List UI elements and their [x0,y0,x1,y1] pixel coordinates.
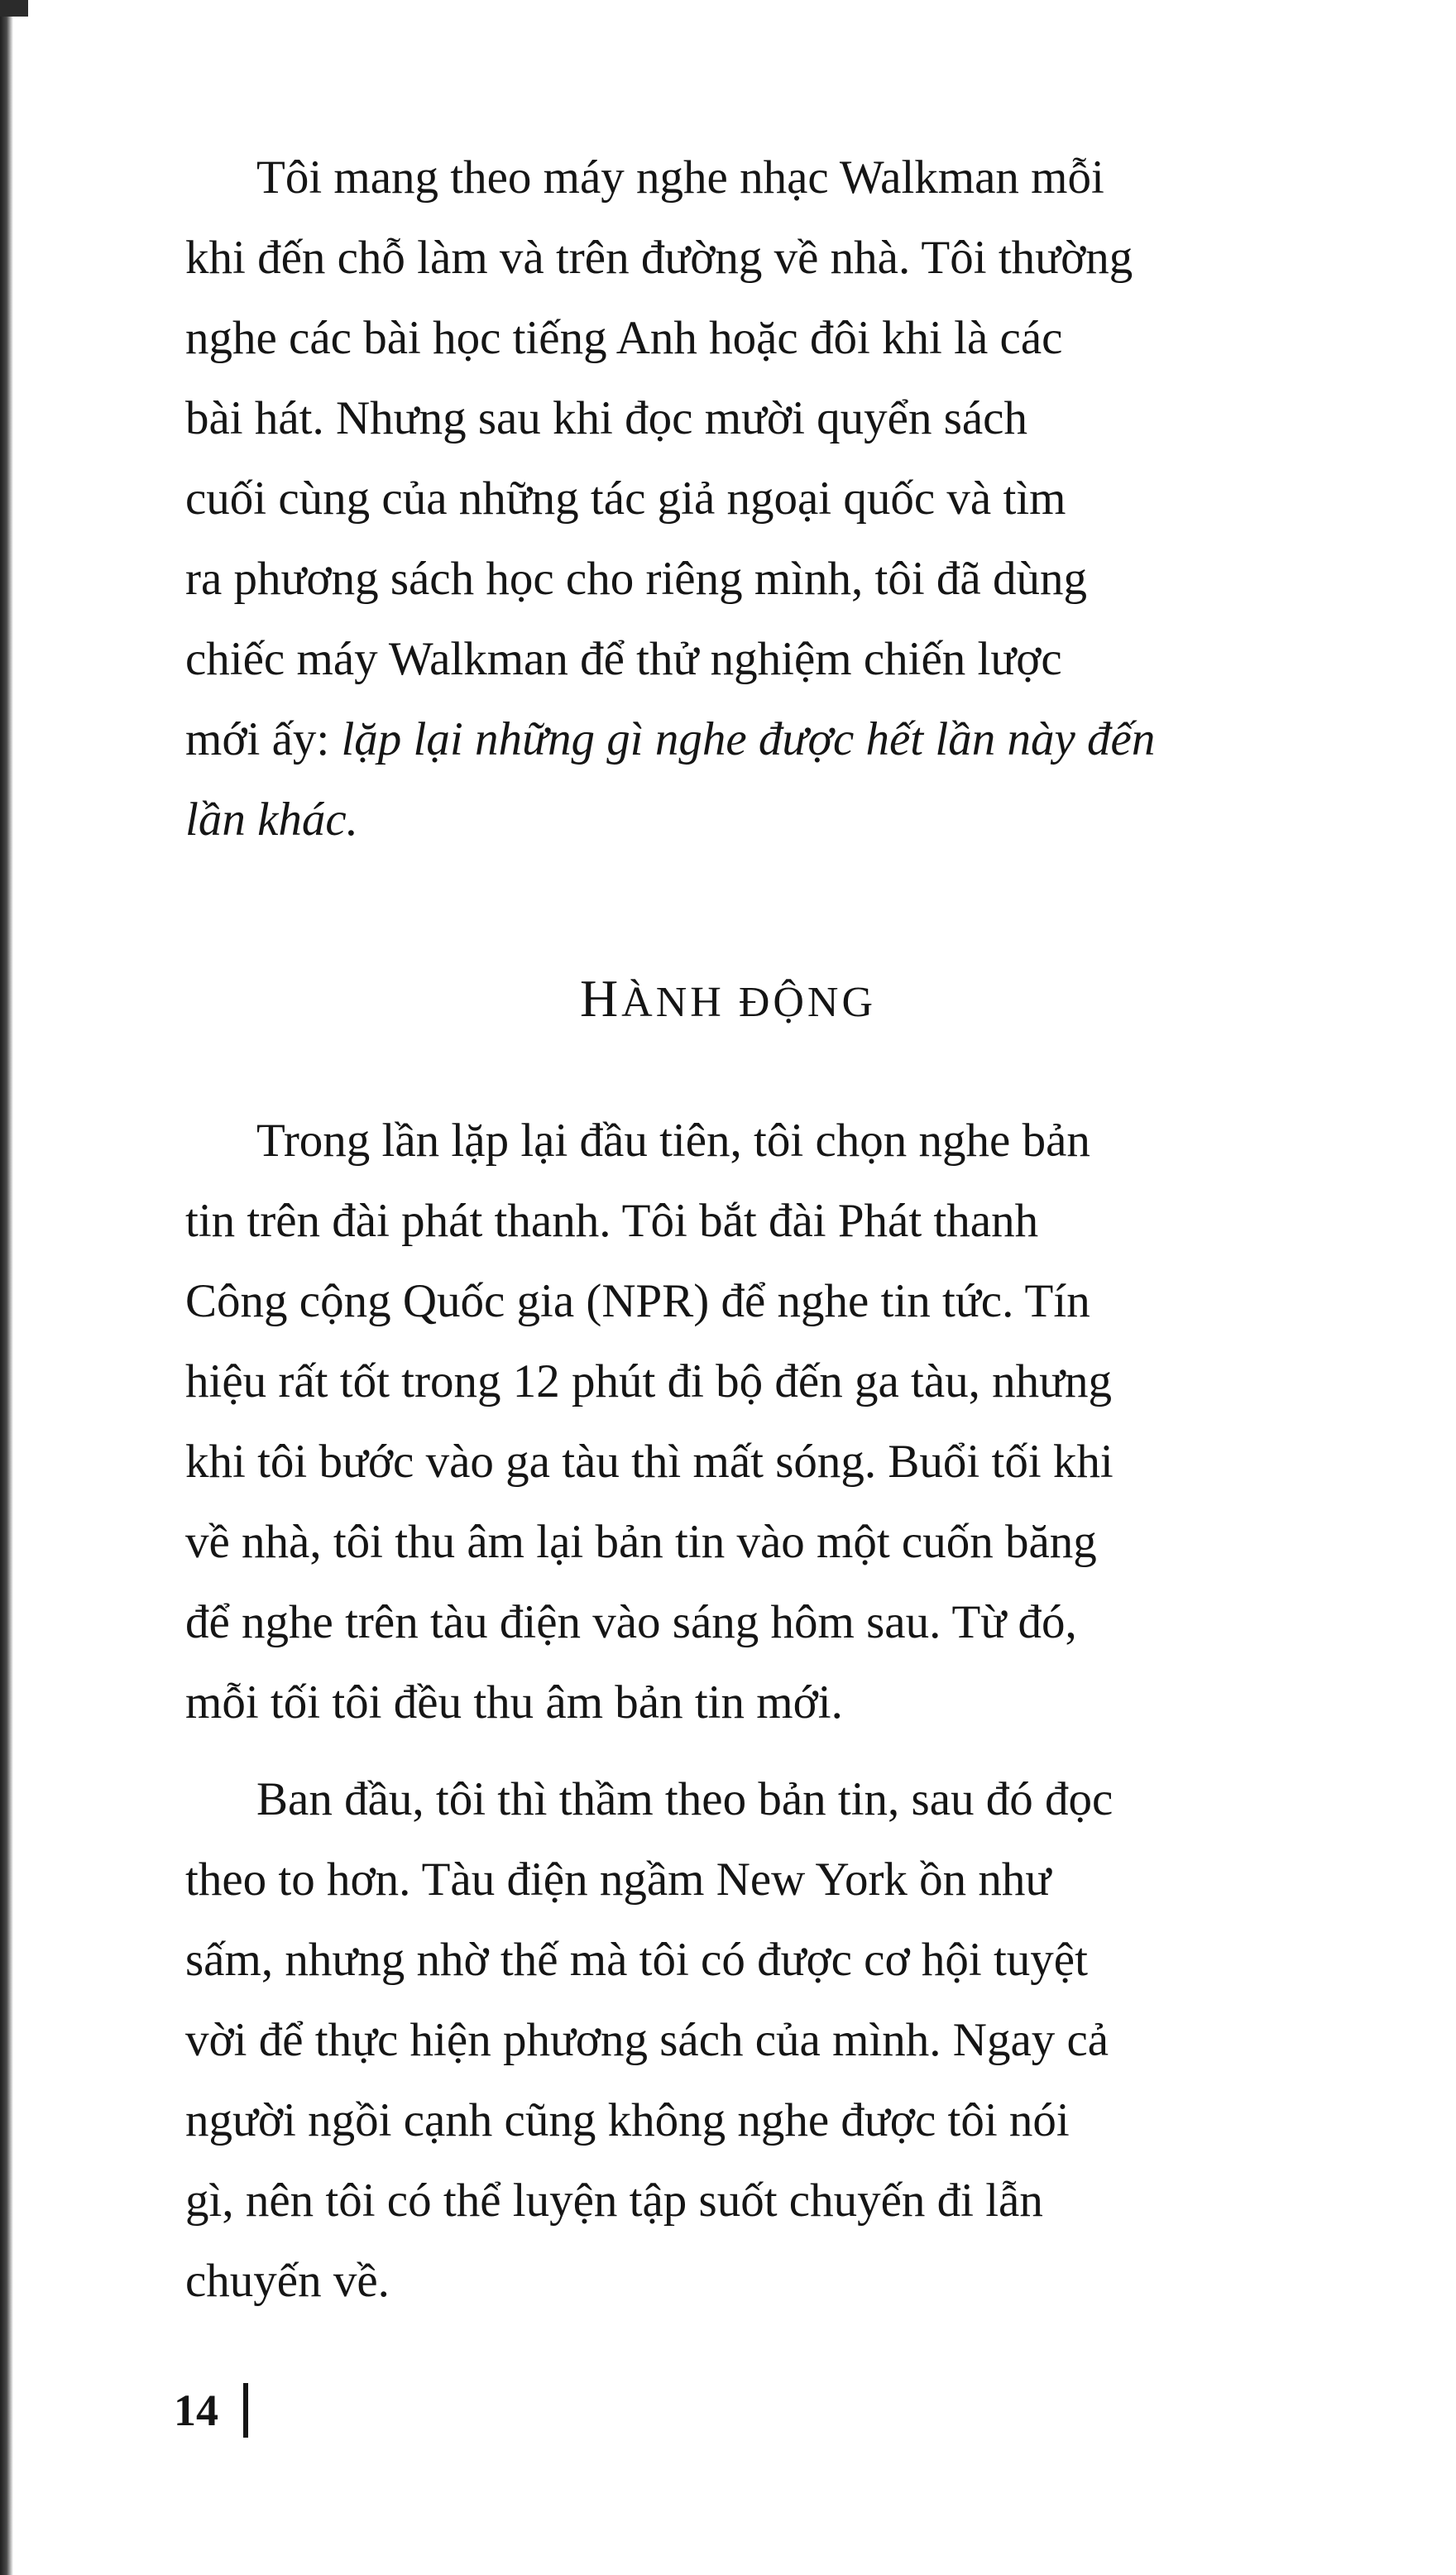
paragraph-line [185,699,1368,779]
italic-emphasis: lần khác. [185,794,358,846]
paragraph-line: khi tôi bước vào ga tàu thì mất sóng. Buổi tối khi [185,1436,1114,1488]
page-number: 14 [174,2386,218,2435]
paragraph-line: cuối cùng của những tác giả ngoại quốc và tìm [185,472,1066,525]
paragraph-line: ra phương sách học cho riêng mình, tôi đã dùng [185,553,1087,605]
page-number-rule [243,2383,248,2438]
paragraph-line: vời để thực hiện phương sách của mình. Ngay cả [185,2014,1109,2066]
paragraph-line: gì, nên tôi có thể luyện tập suốt chuyến đi lẫn [185,2175,1043,2227]
heading-first-letter: H [579,969,622,1028]
paragraph-line: Trong lần lặp lại đầu tiên, tôi chọn nghe bản [256,1115,1090,1167]
paragraph-line: Tôi mang theo máy nghe nhạc Walkman mỗi [256,151,1104,204]
italic-emphasis: lặp lại những gì nghe được hết lần này đến [341,713,1156,765]
paragraph-line: tin trên đài phát thanh. Tôi bắt đài Phát thanh [185,1195,1039,1247]
paragraph-line: theo to hơn. Tàu điện ngầm New York ồn như [185,1853,1051,1906]
section-heading [0,968,1456,1029]
paragraph-line: bài hát. Nhưng sau khi đọc mười quyển sách [185,392,1027,444]
paragraph-line: Công cộng Quốc gia (NPR) để nghe tin tức. Tín [185,1275,1090,1327]
paragraph-line: người ngồi cạnh cũng không nghe được tôi nói [185,2094,1070,2146]
paragraph-line: Ban đầu, tôi thì thầm theo bản tin, sau đó đọc [256,1773,1114,1825]
paragraph-line: nghe các bài học tiếng Anh hoặc đôi khi là các [185,312,1063,364]
paragraph-walkman [185,137,1368,860]
paragraph-line: chuyến về. [185,2255,390,2307]
paragraph-line: mỗi tối tôi đều thu âm bản tin mới. [185,1676,843,1729]
paragraph-first-repetition [185,1100,1368,1743]
page-binding-edge [0,0,13,2575]
paragraph-line: khi đến chỗ làm và trên đường về nhà. Tôi thường [185,232,1133,284]
paragraph-line: hiệu rất tốt trong 12 phút đi bộ đến ga tàu, nhưng [185,1355,1113,1407]
paragraph-line: để nghe trên tàu điện vào sáng hôm sau. Từ đó, [185,1596,1077,1648]
paragraph-line: chiếc máy Walkman để thử nghiệm chiến lược [185,633,1062,685]
paragraph-text: mới ấy: [185,713,342,765]
paragraph-line: về nhà, tôi thu âm lại bản tin vào một cuốn băng [185,1516,1097,1568]
page-corner-mark [0,0,28,17]
heading-rest: ÀNH ĐỘNG [621,979,877,1026]
page-footer [174,2383,248,2438]
paragraph-line: sấm, nhưng nhờ thế mà tôi có được cơ hội tuyệt [185,1934,1088,1986]
paragraph-subway [185,1759,1368,2321]
